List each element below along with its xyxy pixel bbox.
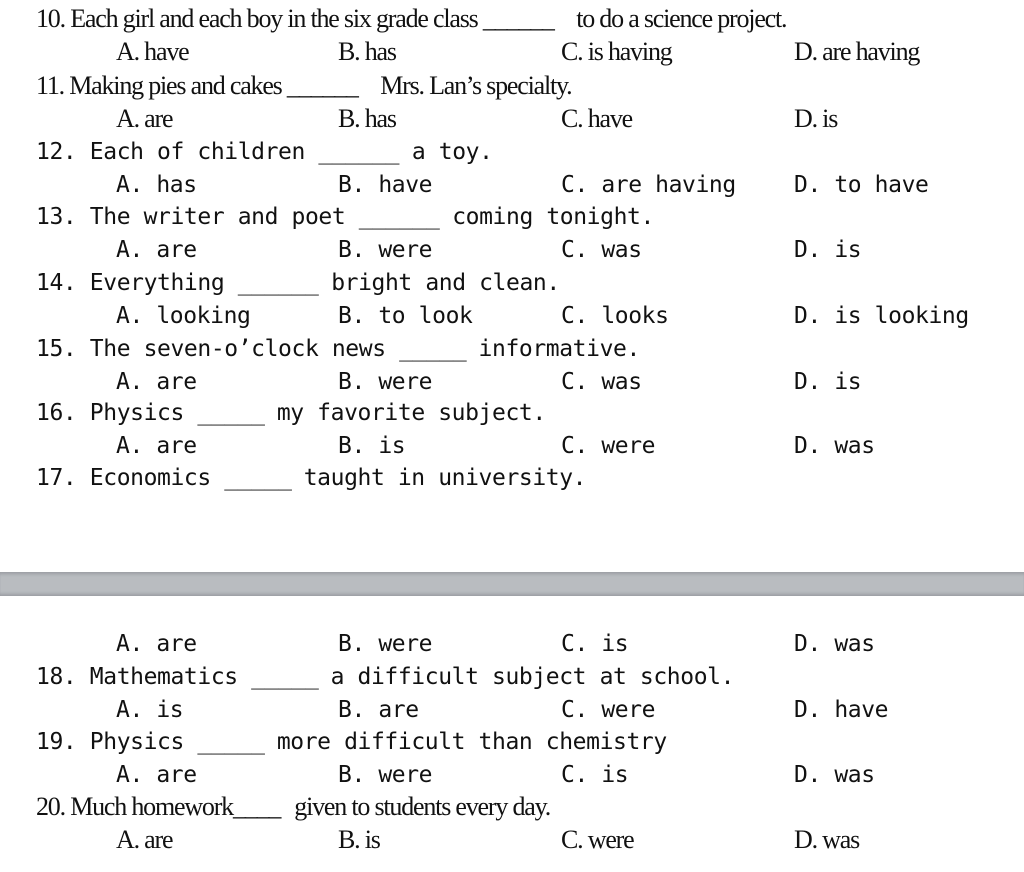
stem-before-blank: Physics — [89, 400, 184, 426]
option-d: D. was — [794, 631, 875, 657]
question-13 — [36, 202, 996, 268]
stem-after-blank: my favorite subject. — [276, 400, 546, 426]
option-d: D. have — [794, 697, 889, 723]
option-b: B. were — [338, 369, 433, 395]
stem-before-blank: Economics — [89, 465, 211, 491]
option-c: C. is — [561, 762, 629, 788]
stem-after-blank: given to students every day. — [294, 792, 550, 821]
option-a: A. are — [116, 104, 173, 133]
option-b: B. were — [338, 631, 433, 657]
stem-before-blank: Physics — [89, 729, 184, 755]
question-number: 18. — [36, 664, 77, 690]
question-stem — [36, 202, 654, 232]
answer-blank: ______ — [237, 270, 319, 296]
question-number: 14. — [36, 270, 77, 296]
option-d: D. is looking — [794, 303, 969, 329]
option-a: A. are — [116, 237, 197, 263]
question-20 — [36, 792, 996, 858]
stem-after-blank: Mrs. Lan’s specialty. — [380, 71, 572, 100]
option-d: D. was — [794, 825, 860, 854]
stem-after-blank: coming tonight. — [452, 204, 654, 230]
option-c: C. looks — [561, 303, 669, 329]
question-number: 16. — [36, 400, 77, 426]
answer-options — [36, 431, 996, 463]
question-stem — [36, 137, 493, 167]
option-b: B. are — [338, 697, 419, 723]
option-b: B. were — [338, 762, 433, 788]
option-d: D. is — [794, 104, 838, 133]
stem-after-blank: a difficult subject at school. — [330, 664, 735, 690]
question-stem — [36, 334, 640, 364]
stem-before-blank: The seven-o’clock news — [89, 336, 386, 362]
answer-blank: _____ — [224, 465, 292, 491]
option-d: D. is — [794, 237, 862, 263]
answer-options — [36, 301, 996, 333]
option-a: A. looking — [116, 303, 251, 329]
stem-before-blank: The writer and poet — [89, 204, 346, 230]
answer-options — [36, 235, 996, 267]
question-10 — [36, 4, 996, 70]
question-18 — [36, 662, 996, 728]
option-c: C. were — [561, 433, 656, 459]
option-c: C. was — [561, 369, 642, 395]
option-d: D. was — [794, 762, 875, 788]
stem-after-blank: more difficult than chemistry — [276, 729, 667, 755]
option-c: C. is — [561, 631, 629, 657]
question-number: 20. — [36, 792, 65, 821]
question-stem — [36, 4, 786, 34]
option-d: D. is — [794, 369, 862, 395]
question-stem — [36, 398, 546, 428]
answer-blank: ______ — [482, 4, 554, 33]
option-a: A. are — [116, 433, 197, 459]
question-19 — [36, 727, 996, 793]
answer-blank: _____ — [197, 729, 265, 755]
option-a: A. are — [116, 369, 197, 395]
answer-options — [36, 367, 996, 399]
answer-options — [36, 170, 996, 202]
question-15 — [36, 334, 996, 400]
worksheet-page-bottom — [0, 596, 1024, 872]
option-a: A. have — [116, 37, 189, 66]
option-c: C. were — [561, 825, 634, 854]
option-c: C. is having — [561, 37, 672, 66]
option-b: B. were — [338, 237, 433, 263]
answer-blank: ______ — [286, 71, 358, 100]
stem-before-blank: Each girl and each boy in the six grade class — [70, 4, 478, 33]
option-a: A. has — [116, 172, 197, 198]
stem-after-blank: taught in university. — [303, 465, 587, 491]
option-b: B. has — [338, 37, 396, 66]
question-11 — [36, 71, 996, 137]
option-b: B. is — [338, 433, 406, 459]
stem-before-blank: Mathematics — [89, 664, 238, 690]
option-c: C. are having — [561, 172, 736, 198]
option-b: B. has — [338, 104, 396, 133]
option-d: D. to have — [794, 172, 929, 198]
option-c: C. was — [561, 237, 642, 263]
option-b: B. to look — [338, 303, 473, 329]
question-16 — [36, 398, 996, 464]
question-number: 19. — [36, 729, 77, 755]
answer-options — [36, 760, 996, 792]
option-c: C. were — [561, 697, 656, 723]
option-a: A. is — [116, 697, 184, 723]
question-number: 13. — [36, 204, 77, 230]
question-17 — [36, 463, 996, 529]
option-b: B. is — [338, 825, 380, 854]
option-a: A. are — [116, 762, 197, 788]
answer-blank: ______ — [318, 139, 400, 165]
question-number: 12. — [36, 139, 77, 165]
answer-options — [36, 695, 996, 727]
stem-after-blank: bright and clean. — [331, 270, 560, 296]
answer-blank: _____ — [251, 664, 319, 690]
answer-options — [36, 825, 996, 857]
stem-before-blank: Everything — [89, 270, 225, 296]
question-14 — [36, 268, 996, 334]
question-stem — [36, 268, 560, 298]
question-number: 11. — [36, 71, 64, 100]
question-12 — [36, 137, 996, 203]
question-stem — [36, 662, 734, 692]
answer-blank: _____ — [197, 400, 265, 426]
stem-after-blank: informative. — [478, 336, 640, 362]
stem-before-blank: Making pies and cakes — [69, 71, 282, 100]
question-number: 17. — [36, 465, 77, 491]
answer-options — [36, 37, 996, 69]
question-stem — [36, 463, 586, 493]
answer-options — [36, 629, 996, 661]
stem-before-blank: Much homework — [70, 792, 233, 821]
option-d: D. was — [794, 433, 875, 459]
question-stem — [36, 71, 571, 101]
question-number: 15. — [36, 336, 77, 362]
stem-after-blank: to do a science project. — [576, 4, 787, 33]
option-b: B. have — [338, 172, 433, 198]
answer-options — [36, 104, 996, 136]
answer-blank: _____ — [399, 336, 467, 362]
question-stem — [36, 792, 550, 822]
question-17-options — [36, 596, 996, 657]
stem-after-blank: a toy. — [411, 139, 493, 165]
question-stem — [36, 727, 667, 757]
answer-blank: ______ — [358, 204, 440, 230]
page-separator — [0, 572, 1024, 596]
option-a: A. are — [116, 631, 197, 657]
option-c: C. have — [561, 104, 633, 133]
option-d: D. are having — [794, 37, 920, 66]
stem-before-blank: Each of children — [89, 139, 305, 165]
option-a: A. are — [116, 825, 173, 854]
question-number: 10. — [36, 4, 65, 33]
answer-blank: ____ — [232, 792, 281, 821]
